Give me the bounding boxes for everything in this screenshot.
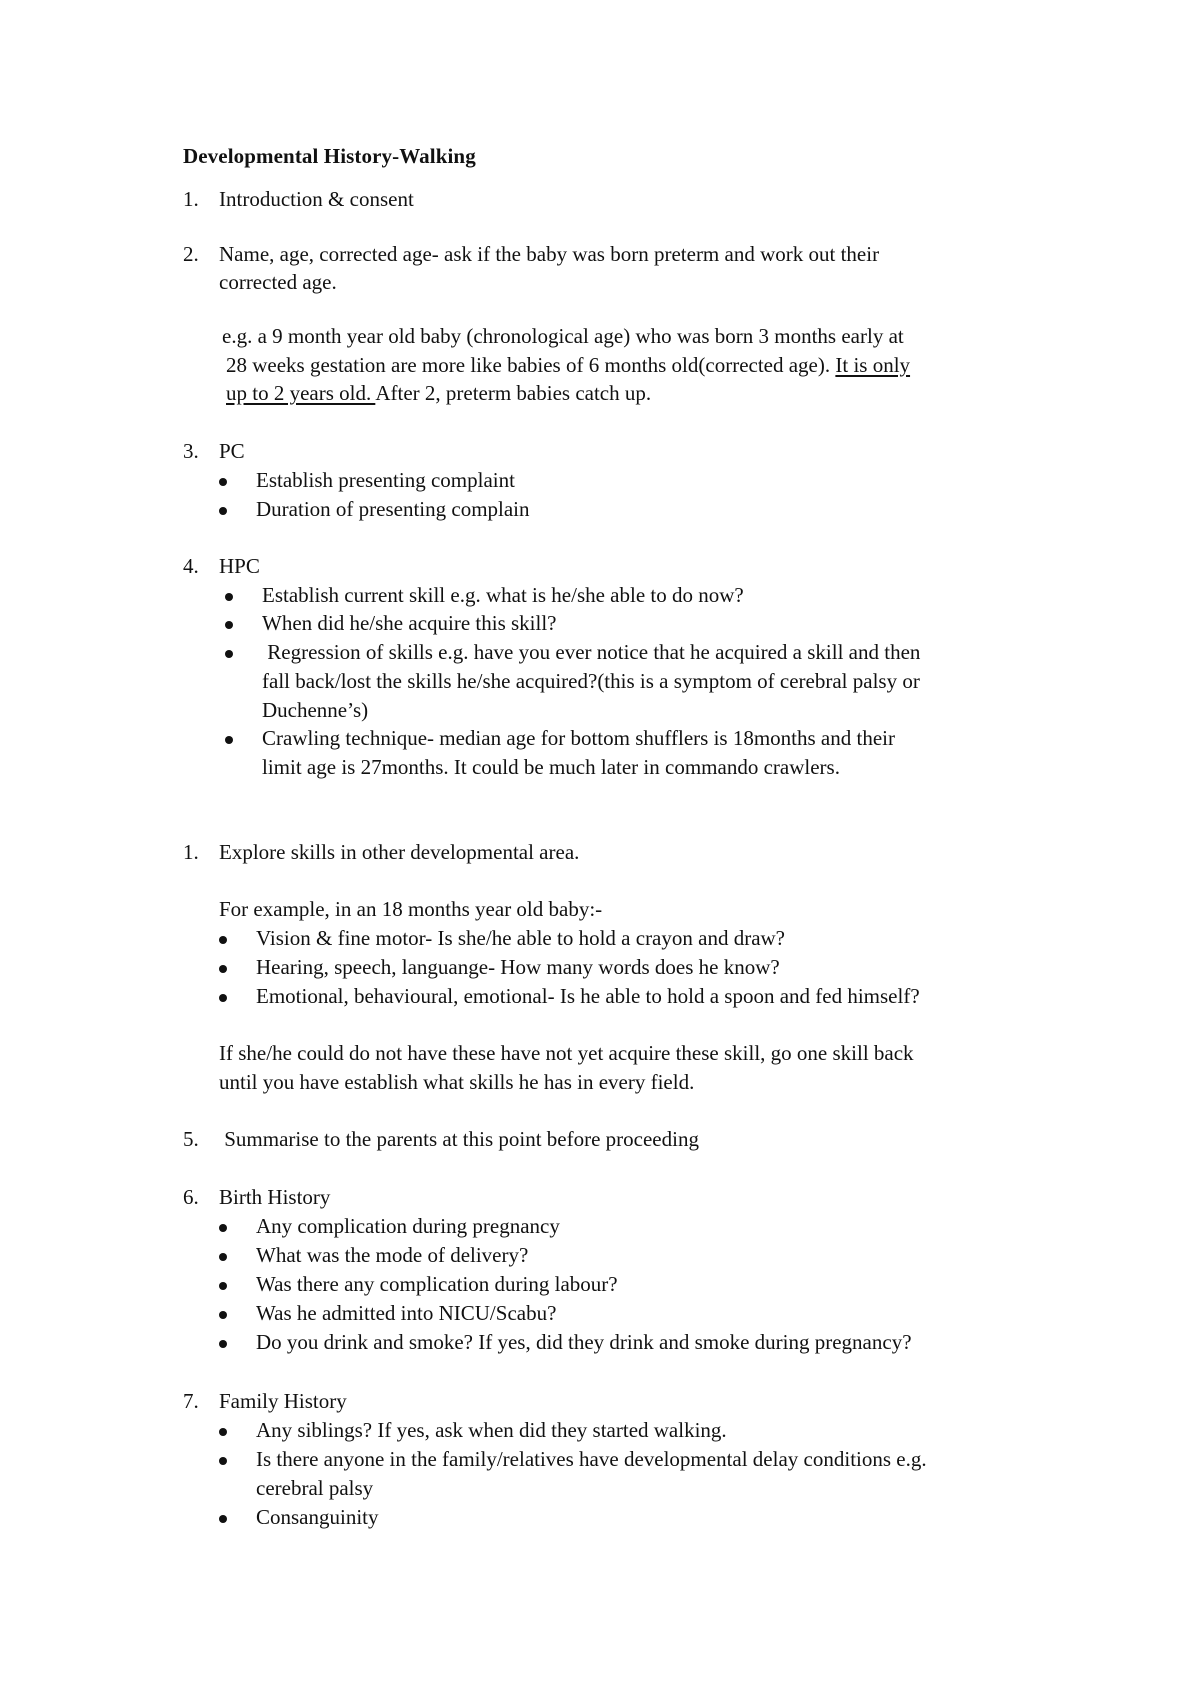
bullet-icon: [219, 1515, 227, 1523]
list-item: Do you drink and smoke? If yes, did they drink and smoke during pregnancy?: [256, 1330, 912, 1354]
list-item: Any complication during pregnancy: [256, 1214, 560, 1238]
bullet-icon: [219, 1253, 227, 1261]
list-item: Regression of skills e.g. have you ever notice that he acquired a skill and then: [262, 640, 921, 664]
bullet-icon: [225, 650, 233, 658]
bullet-icon: [219, 1457, 227, 1465]
section-heading-birth-history: Birth History: [219, 1185, 331, 1209]
list-item: Duration of presenting complain: [256, 497, 530, 521]
bullet-icon: [219, 994, 227, 1002]
list-number: 5.: [183, 1127, 199, 1151]
list-number: 3.: [183, 439, 199, 463]
list-number: 6.: [183, 1185, 199, 1209]
list-number: 4.: [183, 554, 199, 578]
corrected-age-example-line: up to 2 years old. After 2, preterm babies catch up.: [226, 381, 652, 405]
list-item: Consanguinity: [256, 1505, 379, 1529]
list-item: Hearing, speech, languange- How many words does he know?: [256, 955, 780, 979]
list-item: Any siblings? If yes, ask when did they started walking.: [256, 1418, 727, 1442]
list-item: Is there anyone in the family/relatives have developmental delay conditions e.g.: [256, 1447, 927, 1471]
list-item: Vision & fine motor- Is she/he able to hold a crayon and draw?: [256, 926, 785, 950]
bullet-icon: [219, 1282, 227, 1290]
bullet-icon: [225, 621, 233, 629]
corrected-age-example-line: e.g. a 9 month year old baby (chronological age) who was born 3 months early at: [222, 324, 904, 348]
list-item: Was he admitted into NICU/Scabu?: [256, 1301, 557, 1325]
bullet-icon: [219, 478, 227, 486]
list-number: 2.: [183, 242, 199, 266]
section-heading-pc: PC: [219, 439, 245, 463]
bullet-icon: [219, 1311, 227, 1319]
list-item: Establish presenting complaint: [256, 468, 515, 492]
corrected-age-example-line: 28 weeks gestation are more like babies of 6 months old(corrected age). It is only: [226, 353, 911, 377]
list-item-continuation: cerebral palsy: [256, 1476, 374, 1500]
section-summarise: Summarise to the parents at this point before proceeding: [219, 1127, 699, 1151]
list-item-continuation: fall back/lost the skills he/she acquired?(this is a symptom of cerebral palsy or: [262, 669, 920, 693]
note-paragraph: until you have establish what skills he has in every field.: [219, 1070, 695, 1094]
bullet-icon: [225, 736, 233, 744]
list-item: Crawling technique- median age for bottom shufflers is 18months and their: [262, 726, 895, 750]
section-heading-hpc: HPC: [219, 554, 260, 578]
list-item-continuation: limit age is 27months. It could be much later in commando crawlers.: [262, 755, 840, 779]
list-number: 1.: [183, 187, 199, 211]
list-number: 1.: [183, 840, 199, 864]
bullet-icon: [219, 1428, 227, 1436]
list-item-continuation: Duchenne’s): [262, 698, 369, 722]
bullet-icon: [219, 965, 227, 973]
note-paragraph: If she/he could do not have these have not yet acquire these skill, go one skill back: [219, 1041, 914, 1065]
section-heading-explore-skills: Explore skills in other developmental area.: [219, 840, 580, 864]
list-item: What was the mode of delivery?: [256, 1243, 529, 1267]
section-heading-family-history: Family History: [219, 1389, 347, 1413]
bullet-icon: [219, 1224, 227, 1232]
section-intro-consent: Introduction & consent: [219, 187, 414, 211]
list-item: Emotional, behavioural, emotional- Is he able to hold a spoon and fed himself?: [256, 984, 920, 1008]
list-item: Was there any complication during labour?: [256, 1272, 618, 1296]
bullet-icon: [219, 507, 227, 515]
bullet-icon: [225, 593, 233, 601]
underlined-note: It is only: [835, 353, 911, 377]
bullet-icon: [219, 1340, 227, 1348]
underlined-note: up to 2 years old.: [226, 381, 376, 405]
document-title: Developmental History-Walking: [183, 144, 476, 168]
list-item: When did he/she acquire this skill?: [262, 611, 557, 635]
example-intro: For example, in an 18 months year old baby:-: [219, 897, 603, 921]
bullet-icon: [219, 936, 227, 944]
section-name-age-line: Name, age, corrected age- ask if the baby was born preterm and work out their: [219, 242, 880, 266]
list-number: 7.: [183, 1389, 199, 1413]
list-item: Establish current skill e.g. what is he/she able to do now?: [262, 583, 744, 607]
section-name-age-line: corrected age.: [219, 270, 337, 294]
